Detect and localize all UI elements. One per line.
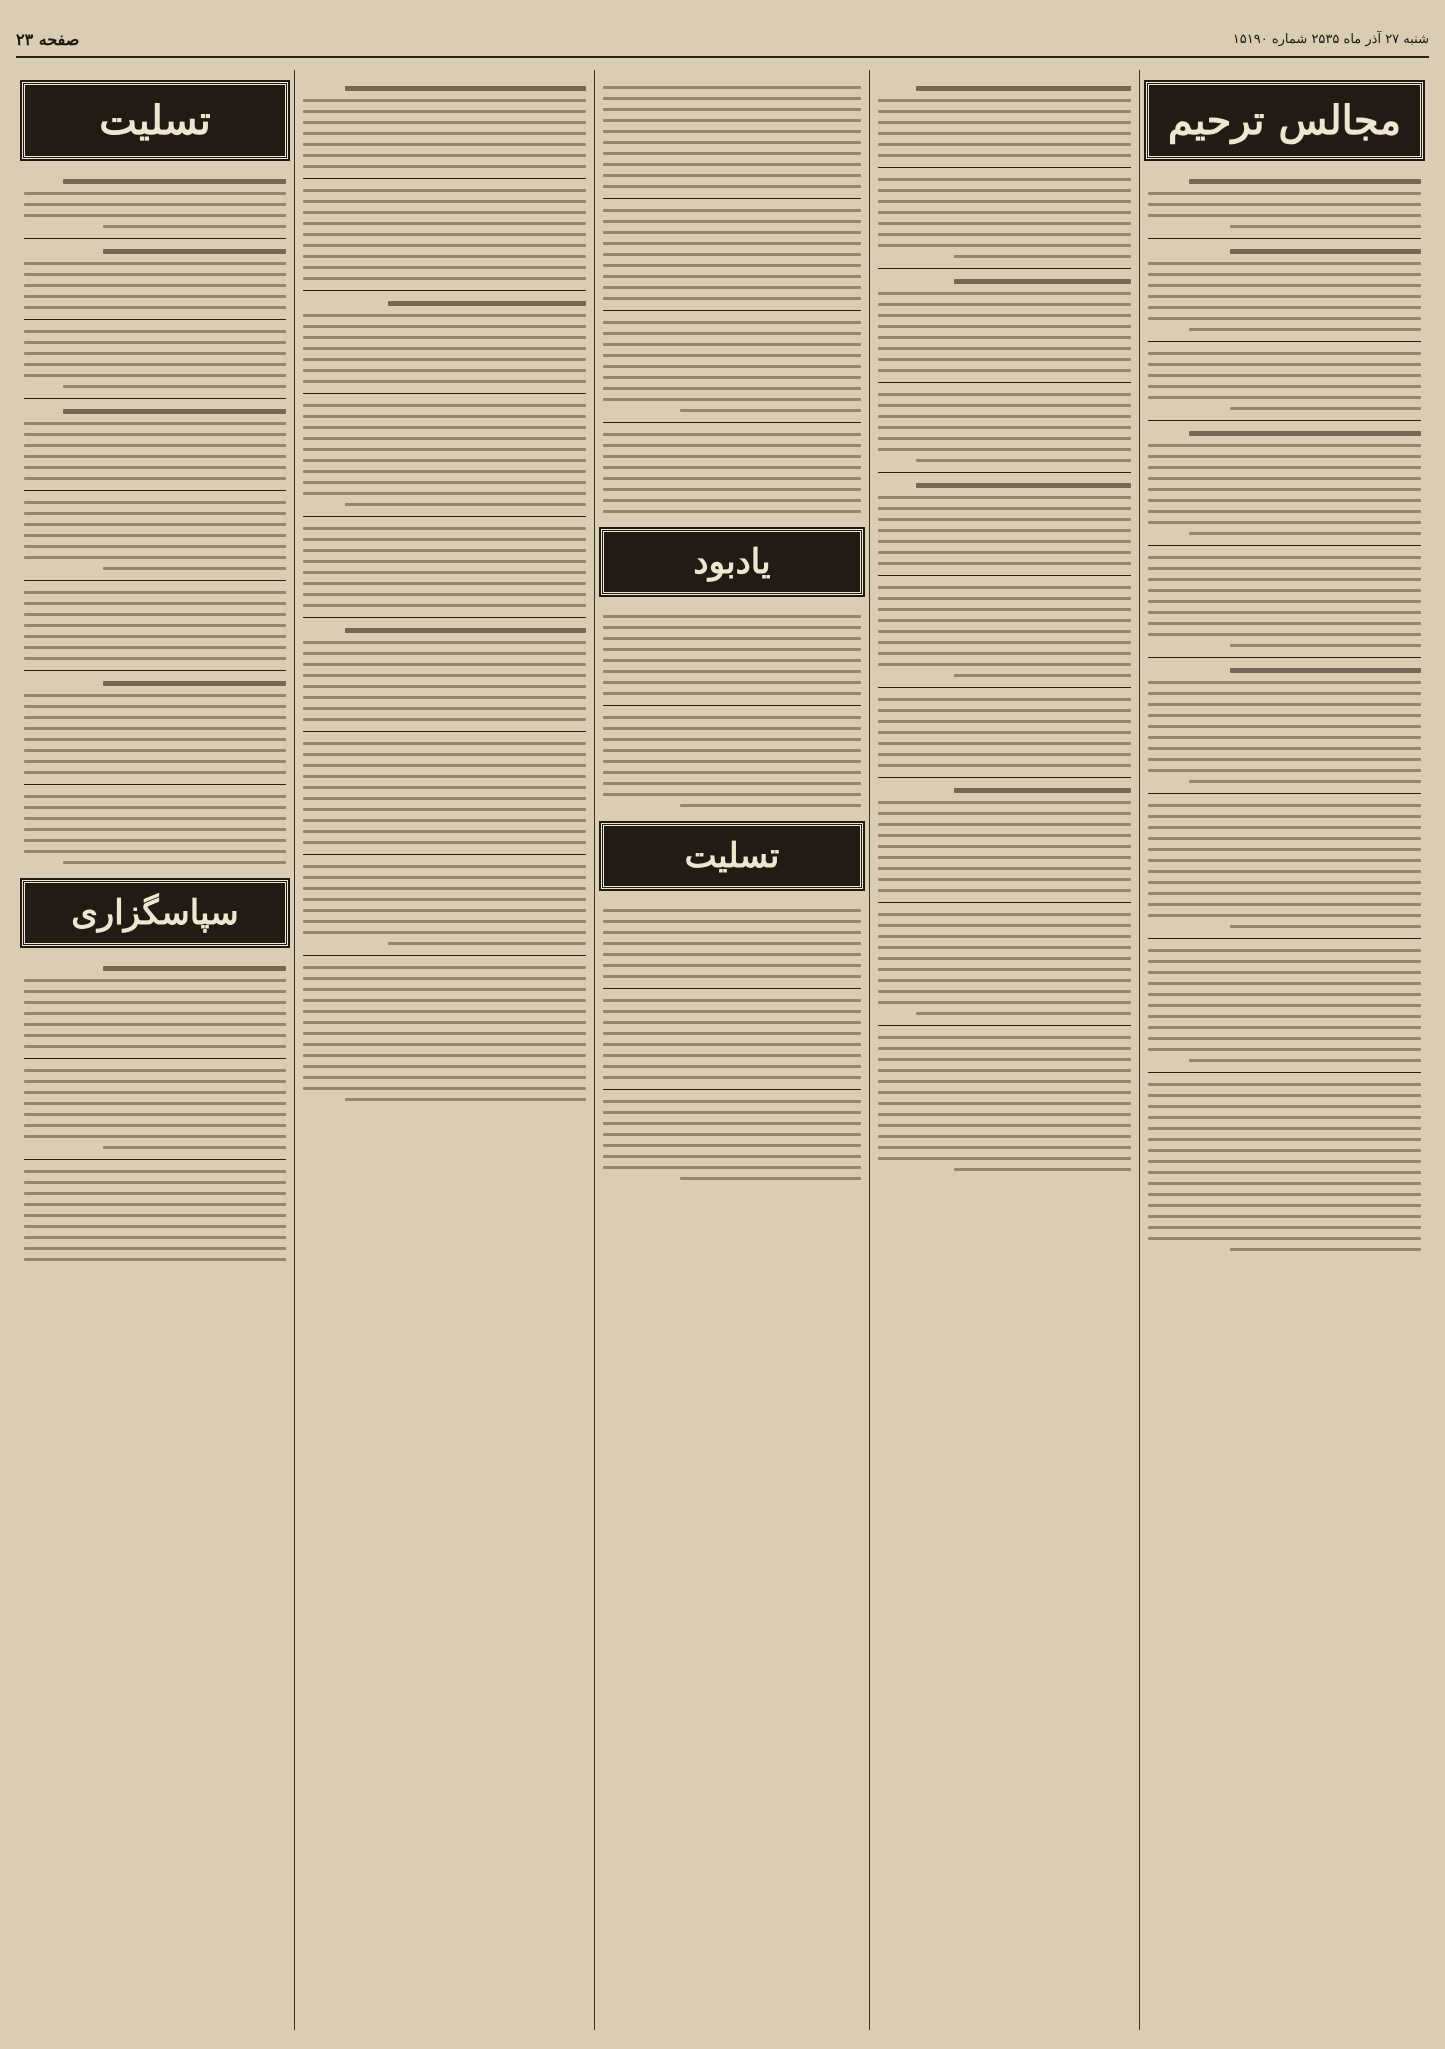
column-4 bbox=[294, 70, 594, 2030]
notices-block bbox=[1146, 169, 1423, 1261]
notices-block-top bbox=[22, 169, 288, 874]
notices-block-bottom bbox=[22, 956, 288, 1271]
notices-block-mid bbox=[601, 605, 863, 817]
issue-date-line: شنبه ۲۷ آذر ماه ۲۵۳۵ شماره ۱۵۱۹۰ bbox=[1232, 31, 1429, 47]
notices-block bbox=[876, 76, 1133, 1181]
column-1 bbox=[1139, 70, 1429, 2030]
column-2 bbox=[869, 70, 1139, 2030]
column-3 bbox=[594, 70, 869, 2030]
mourning-banner: مجالس ترحیم bbox=[1146, 82, 1423, 159]
memorial-banner: یادبود bbox=[601, 529, 863, 595]
notices-block-bottom bbox=[601, 899, 863, 1190]
condolence-banner-top: تسلیت bbox=[22, 82, 288, 159]
notices-block-top bbox=[601, 76, 863, 523]
gratitude-banner: سپاسگزاری bbox=[22, 880, 288, 946]
page-number: صفحه ۲۳ bbox=[16, 29, 80, 49]
notices-block bbox=[301, 76, 588, 1111]
column-5 bbox=[16, 70, 294, 2030]
page-header bbox=[16, 22, 1429, 58]
condolence-banner-mid: تسلیت bbox=[601, 823, 863, 889]
